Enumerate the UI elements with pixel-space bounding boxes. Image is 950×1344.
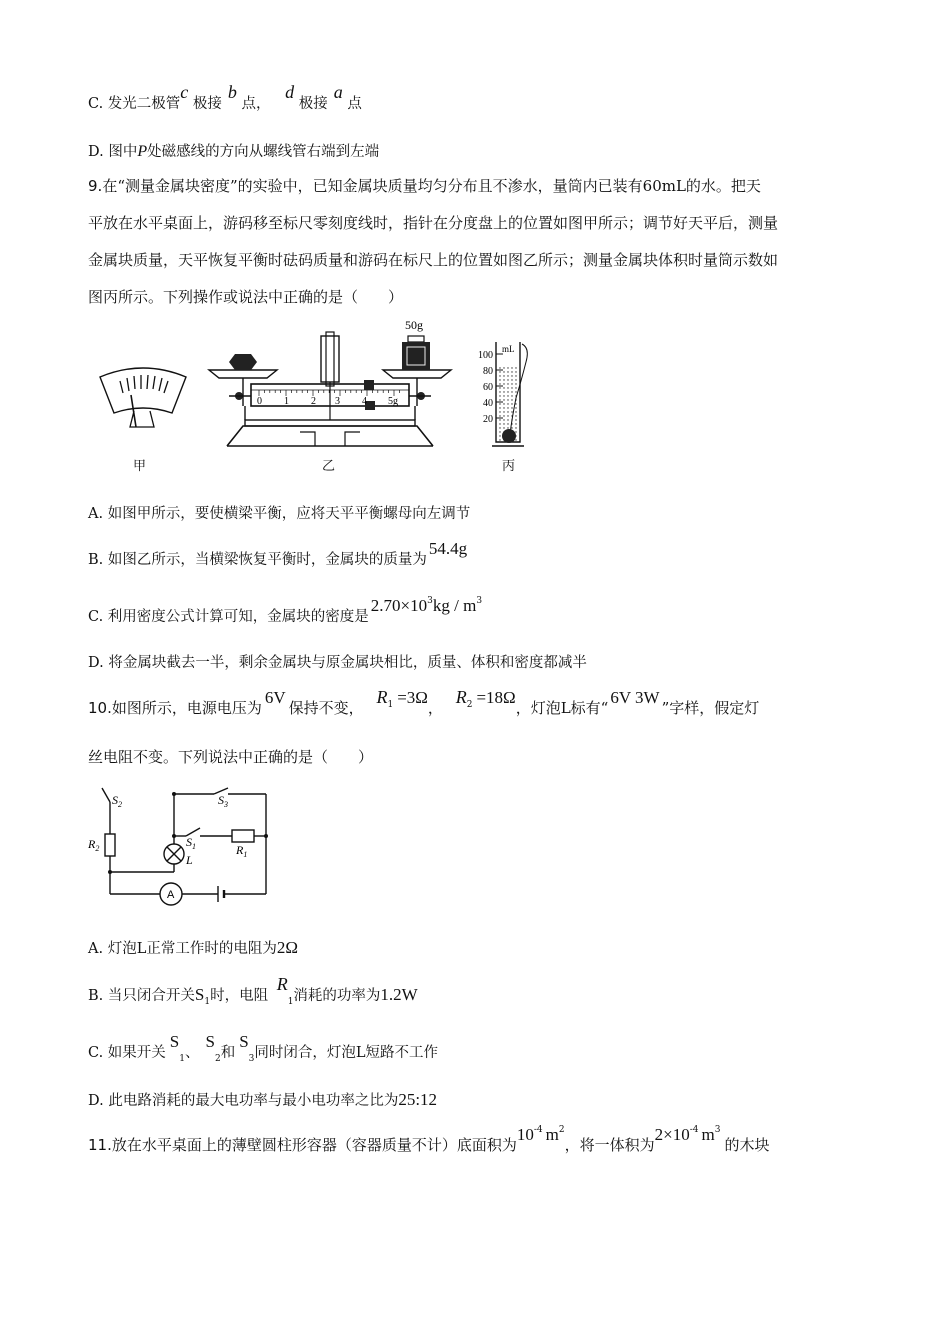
cyl-tick-40: 40 (483, 398, 493, 409)
q9-option-b: B. 如图乙所示，当横梁恢复平衡时，金属块的质量为54.4g (88, 539, 468, 568)
scale-tick-4: 4 (362, 396, 367, 407)
scale-tick-1: 1 (284, 396, 289, 407)
q8-option-c: C. 发光二极管c 极接b 点， d 极接a 点 (88, 82, 362, 112)
dial-figure-jia (96, 365, 190, 437)
q9-option-d: D. 将金属块截去一半，剩余金属块与原金属块相比，质量、体积和密度都减半 (88, 655, 587, 671)
cylinder-figure-bing (466, 338, 546, 450)
label-yi: 乙 (322, 459, 336, 474)
cyl-unit: mL (502, 344, 515, 354)
scale-tick-3: 3 (335, 396, 340, 407)
cyl-tick-60: 60 (483, 382, 493, 393)
scale-tick-0: 0 (257, 396, 262, 407)
q9-stem-line-2: 平放在水平桌面上，游码移至标尺零刻度线时，指针在分度盘上的位置如图甲所示；调节好天平后，测量 (88, 214, 779, 232)
circuit-diagram (86, 784, 276, 912)
q9-stem-line-4: 图丙所示。下列操作或说法中正确的是（ ） (88, 288, 404, 306)
resistor-r2-label: $R_2$ (88, 837, 100, 853)
q8-option-d: D. 图中P处磁感线的方向从螺线管右端到左端 (88, 143, 380, 160)
switch-s1-label: $S_1$ (186, 835, 196, 851)
q10-option-d: D. 此电路消耗的最大电功率与最小电功率之比为25:12 (88, 1090, 438, 1109)
lamp-label: L (186, 853, 193, 867)
q9-option-a: A. 如图甲所示，要使横梁平衡，应将天平平衡螺母向左调节 (88, 506, 471, 522)
balance-figure-yi (205, 320, 455, 450)
weight-label: 50g (405, 320, 423, 332)
q10-option-a: A. 灯泡L正常工作时的电阻为2Ω (88, 938, 298, 957)
q10-option-b: B. 当只闭合开关$S_1$时，电阻 $R_1$消耗的功率为1.2W (88, 974, 418, 1007)
switch-s3-label: $S_3$ (218, 793, 228, 809)
resistor-r1-label: $R_1$ (236, 843, 248, 859)
label-bing: 丙 (502, 459, 516, 474)
scale-tick-5g: 5g (388, 396, 398, 407)
q10-option-c: C. 如果开关$S_1$、$S_2$和$S_3$同时闭合，灯泡L短路不工作 (88, 1032, 439, 1064)
cyl-tick-100: 100 (478, 350, 493, 361)
q10-stem-line-1: 10.如图所示，电源电压为6V保持不变， $R_1 =3\Omega$， $R_2 =18\Omega$，灯泡L标有“6V 3W”字样，假定灯 (88, 687, 760, 717)
scale-tick-2: 2 (311, 396, 316, 407)
q9-option-c: C. 利用密度公式计算可知，金属块的密度是$2.70\times 10^3kg / m^3$ (88, 596, 483, 625)
switch-s2-label: $S_2$ (112, 793, 122, 809)
label-jia: 甲 (133, 459, 147, 474)
cyl-tick-20: 20 (483, 414, 493, 425)
q9-stem-line-3: 金属块质量，天平恢复平衡时砝码质量和游码在标尺上的位置如图乙所示；测量金属块体积时量筒示数如 (88, 251, 779, 269)
q10-stem-line-2: 丝电阻不变。下列说法中正确的是（ ） (88, 748, 374, 766)
cyl-tick-80: 80 (483, 366, 493, 377)
q11-stem-line-1: 11.放在水平桌面上的薄壁圆柱形容器（容器质量不计）底面积为$10^{-4}$ $m^2$，将一体积为$2\times 10^{-4}$ $m^3$的木块 (88, 1125, 770, 1154)
q9-stem-line-1: 9.在“测量金属块密度”的实验中，已知金属块质量均匀分布且不渗水，量筒内已装有60mL的水。把天 (88, 177, 761, 195)
ammeter-label: A (167, 889, 175, 901)
